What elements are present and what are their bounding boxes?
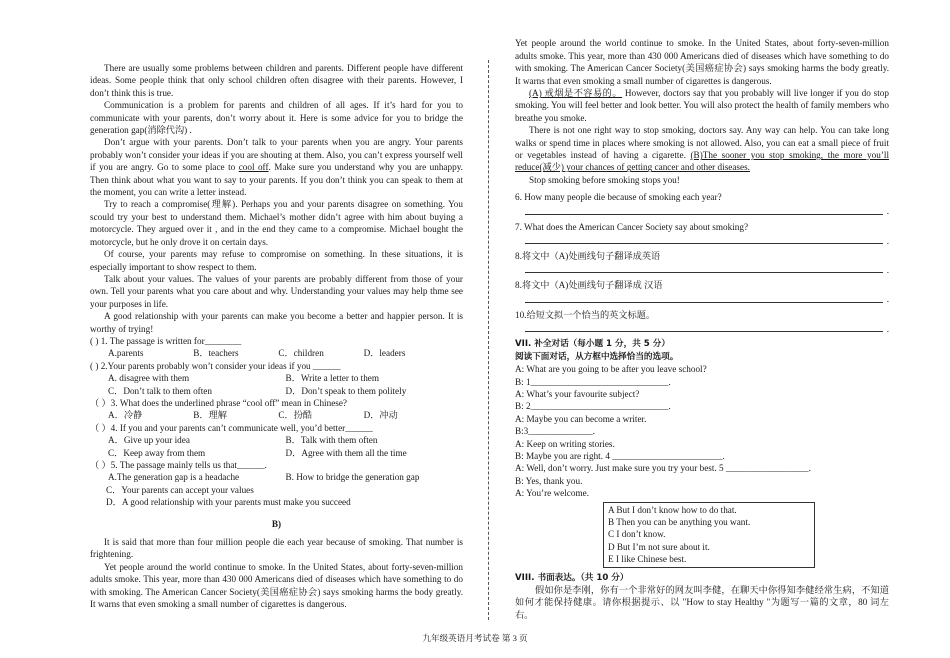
box-option-c: C I don’t know. (608, 529, 666, 540)
p3-text-before: Don’t argue with your parents. Don’t talk to your parents when you are angry. Your parents probably won’t consider your ideas if you are shouting at them. Also, you can’t express yourself well if you are angry. Go to some place to (90, 137, 463, 173)
question-4-options-row-1 (90, 434, 463, 446)
passage-a-paragraph-2: Communication is a problem for parents and children of all ages. If it’s hard for you to communicate with your parents, don’t worry about it. Here is some advice for you to bridge the generation gap(消除代沟) . (90, 100, 463, 136)
question-6: 6. How many people die because of smoking each year? (515, 192, 722, 203)
q4-option-b: B．Talk with them often (285, 435, 378, 446)
answer-line-10[interactable] (525, 321, 883, 332)
question-2-stem: ( ) 2.Your parents probably won’t consider your ideas if you ______ (90, 360, 341, 371)
passage-a-paragraph-3 (90, 136, 463, 198)
dialogue-line-10: B: Yes, thank you. (515, 475, 583, 486)
question-2-options-row-2 (90, 385, 463, 397)
passage-b-label: B) (271, 518, 282, 529)
q5-option-a: A.The generation gap is a headache (108, 472, 240, 483)
section-vii-heading: VII. 补全对话（每小题 1 分，共 5 分） (515, 339, 670, 350)
answer-line-7[interactable] (525, 233, 883, 244)
page-footer: 九年级英语月考试卷 第 3 页 (422, 633, 528, 643)
question-4-options-row-2 (90, 447, 463, 459)
question-1-options (90, 347, 463, 359)
answer-line-6[interactable] (525, 204, 883, 215)
passage-b-paragraph-4 (515, 124, 889, 174)
q4-option-d: D．Agree with them all the time (285, 447, 407, 458)
q4-option-c: C．Keep away from them (108, 447, 206, 458)
dialogue-line-11: A: You’re welcome. (515, 488, 589, 499)
passage-b-paragraph-1: It is said that more than four million people die each year because of smoking. That number is frightening. (90, 537, 463, 560)
question-5-option-d-row (90, 496, 463, 508)
section-viii-heading: VIII. 书面表达。（共 10 分） (515, 572, 629, 583)
q1-option-c: C．children (278, 348, 324, 359)
q3-option-d: D．冲动 (363, 410, 398, 421)
question-9: 8.将文中（A)处画线句子翻译成 汉语 (515, 280, 663, 291)
question-1-stem: ( ) 1. The passage is written for________ (90, 335, 242, 346)
q4-option-a: A．Give up your idea (108, 435, 190, 446)
dialogue-line-1: A: What are you going to be after you leave school? (515, 364, 707, 375)
dialogue-line-2: B: 1______________________________. (515, 376, 671, 387)
passage-b-paragraph-3 (515, 87, 889, 124)
q3-option-b: B．理解 (193, 410, 227, 421)
answer-line-8[interactable] (525, 262, 883, 273)
passage-a-paragraph-5: Of course, your parents may refuse to compromise on something. In these situations, it is especially important to show respect to them. (90, 249, 463, 272)
q2-option-b: B．Write a letter to them (285, 373, 380, 384)
question-2-options-row-1 (90, 372, 463, 384)
p2-continued-text: Yet people around the world continue to smoke. In the United States, about forty-seven-million adults smoke. This year, more than 430 000 Americans died of diseases which have something to do with smoking. The American Cancer Society(美国癌症协会) says smoking harms the body greatly. It warns that even smoking a small number of cigarettes is dangerous. (515, 38, 889, 86)
q1-option-d: D．leaders (363, 348, 406, 359)
passage-a-paragraph-4: Try to reach a compromise(理解). Perhaps you and your parents disagree on something. You scould try your best to understand them. Michael’s mother didn’t agree with him about buying a motorcycle. They argued over it , and in the end they came to a compromise. Michael bought the motorcycle, but he only drove it on certain days. (90, 199, 463, 247)
question-3-options (90, 409, 463, 421)
q5-option-b: B. How to bridge the generation gap (285, 472, 420, 483)
question-3-stem: （ ）3. What does the underlined phrase “cool off” mean in Chinese? (90, 397, 347, 408)
q5-option-d: D．A good relationship with your parents must make you succeed (106, 497, 351, 508)
question-7: 7. What does the American Cancer Society say about smoking? (515, 221, 749, 232)
p3b-text-after: However, doctors say that you probably will live longer if you do stop smoking. You will feel better and look better. You will also protect the health of family members who breathe you smoke. (515, 88, 889, 123)
box-option-d: D But I’m not sure about it. (608, 541, 710, 552)
question-4-stem: （ ）4. If you and your parents can’t communicate well, you’d better______ (90, 422, 373, 433)
q2-option-c: C．Don’t talk to them often (108, 385, 212, 396)
passage-b-paragraph-2-continued (515, 38, 889, 87)
passage-a-paragraph-7: A good relationship with your parents can make you become a better and happier person. It is worthy of trying! (90, 311, 463, 334)
passage-b-paragraph-2-start: Yet people around the world continue to smoke. In the United States, about forty-seven-million adults smoke. This year, more than 430 000 Americans died of diseases which have something to do with smoking. The American Cancer Society(美国癌症协会) says smoking harms the body greatly. It warns that even smoking a small number of cigarettes is dangerous. (90, 561, 463, 610)
dialogue-line-7: A: Keep on writing stories. (515, 438, 615, 449)
question-5-option-c-row (90, 484, 463, 496)
right-column (515, 38, 889, 621)
section-viii-prompt: 假如你是李刚，你有一个非常好的网友叫李健，在聊天中你得知李健经常生病，不知道如何才能保持健康。请你根据提示、以 "How to stay Healthy "为题写一篇的文章，80 词左右。 (515, 585, 889, 620)
dialogue-line-3: A: What’s your favourite subject? (515, 388, 640, 399)
dialogue-line-9: A: Well, don’t worry. Just make sure you try your best. 5 __________________. (515, 463, 811, 474)
box-option-b: B Then you can be anything you want. (608, 516, 751, 527)
q2-option-d: D．Don’t speak to them politely (285, 385, 407, 396)
q3-option-c: C．扮酷 (278, 410, 313, 421)
section-vii-subheading: 阅读下面对话，从方框中选择恰当的选项。 (515, 351, 679, 362)
question-5-options-row-1 (90, 471, 463, 483)
box-option-e: E I like Chinese best. (608, 554, 687, 565)
answer-line-9[interactable] (525, 292, 883, 303)
column-divider (488, 60, 489, 620)
q2-option-a: A. disagree with them (108, 373, 190, 384)
underlined-sentence-a: (A) 戒烟是不容易的。 (529, 88, 623, 98)
q5-option-c: C．Your parents can accept your values (106, 484, 254, 495)
q1-option-b: B．teachers (193, 348, 239, 359)
box-option-a: A But I don’t know how to do that. (608, 504, 737, 515)
dialogue-line-4: B: 2______________________________. (515, 401, 671, 412)
question-10: 10.给短文拟一个恰当的英文标题。 (515, 309, 656, 320)
options-box (603, 502, 815, 568)
question-8: 8.将文中（A)处画线句子翻译成英语 (515, 251, 661, 262)
q1-option-a: A.parents (108, 348, 144, 359)
underlined-phrase-cool-off: cool off (238, 162, 269, 173)
passage-a-paragraph-1: There are usually some problems between children and parents. Different people have different ideas. Some people think that only school children often disagree with their parents. However, I don’t think this is true. (90, 63, 463, 98)
dialogue-line-5: A: Maybe you can become a writer. (515, 413, 647, 424)
passage-a-paragraph-6: Talk about your values. The values of your parents are probably different from those of your own. Tell your parents what you care about and why. Understanding your values may help thme see your purposes in life. (90, 273, 463, 309)
left-column (90, 62, 463, 610)
dialogue-line-8: B: Maybe you are right. 4 ________________________. (515, 450, 725, 461)
p4b-text-before: There is not one right way to stop smoking, doctors say. Any way can help. You can take long walks or spend time in places where smoking is not allowed. Also, you can eat a small piece of fruit or vegetables instead of having a cigarette. (515, 125, 889, 161)
dialogue-line-6: B:3______________. (515, 426, 595, 437)
passage-b-paragraph-5: Stop smoking before smoking stops you! (529, 174, 680, 185)
underlined-sentence-b: (B)The sooner you stop smoking, the more you’ll reduce(减少) your chances of getting cancer and other diseases. (515, 150, 889, 173)
question-5-stem: （ ）5. The passage mainly tells us that______. (90, 460, 267, 470)
q3-option-a: A．冷静 (108, 410, 143, 421)
p3-text-after: . Make sure you understand why you are unhappy. Then think about what you want to say to your parents. If you don’t think you can speak to them at the moment, you can write a letter instead. (90, 162, 463, 198)
